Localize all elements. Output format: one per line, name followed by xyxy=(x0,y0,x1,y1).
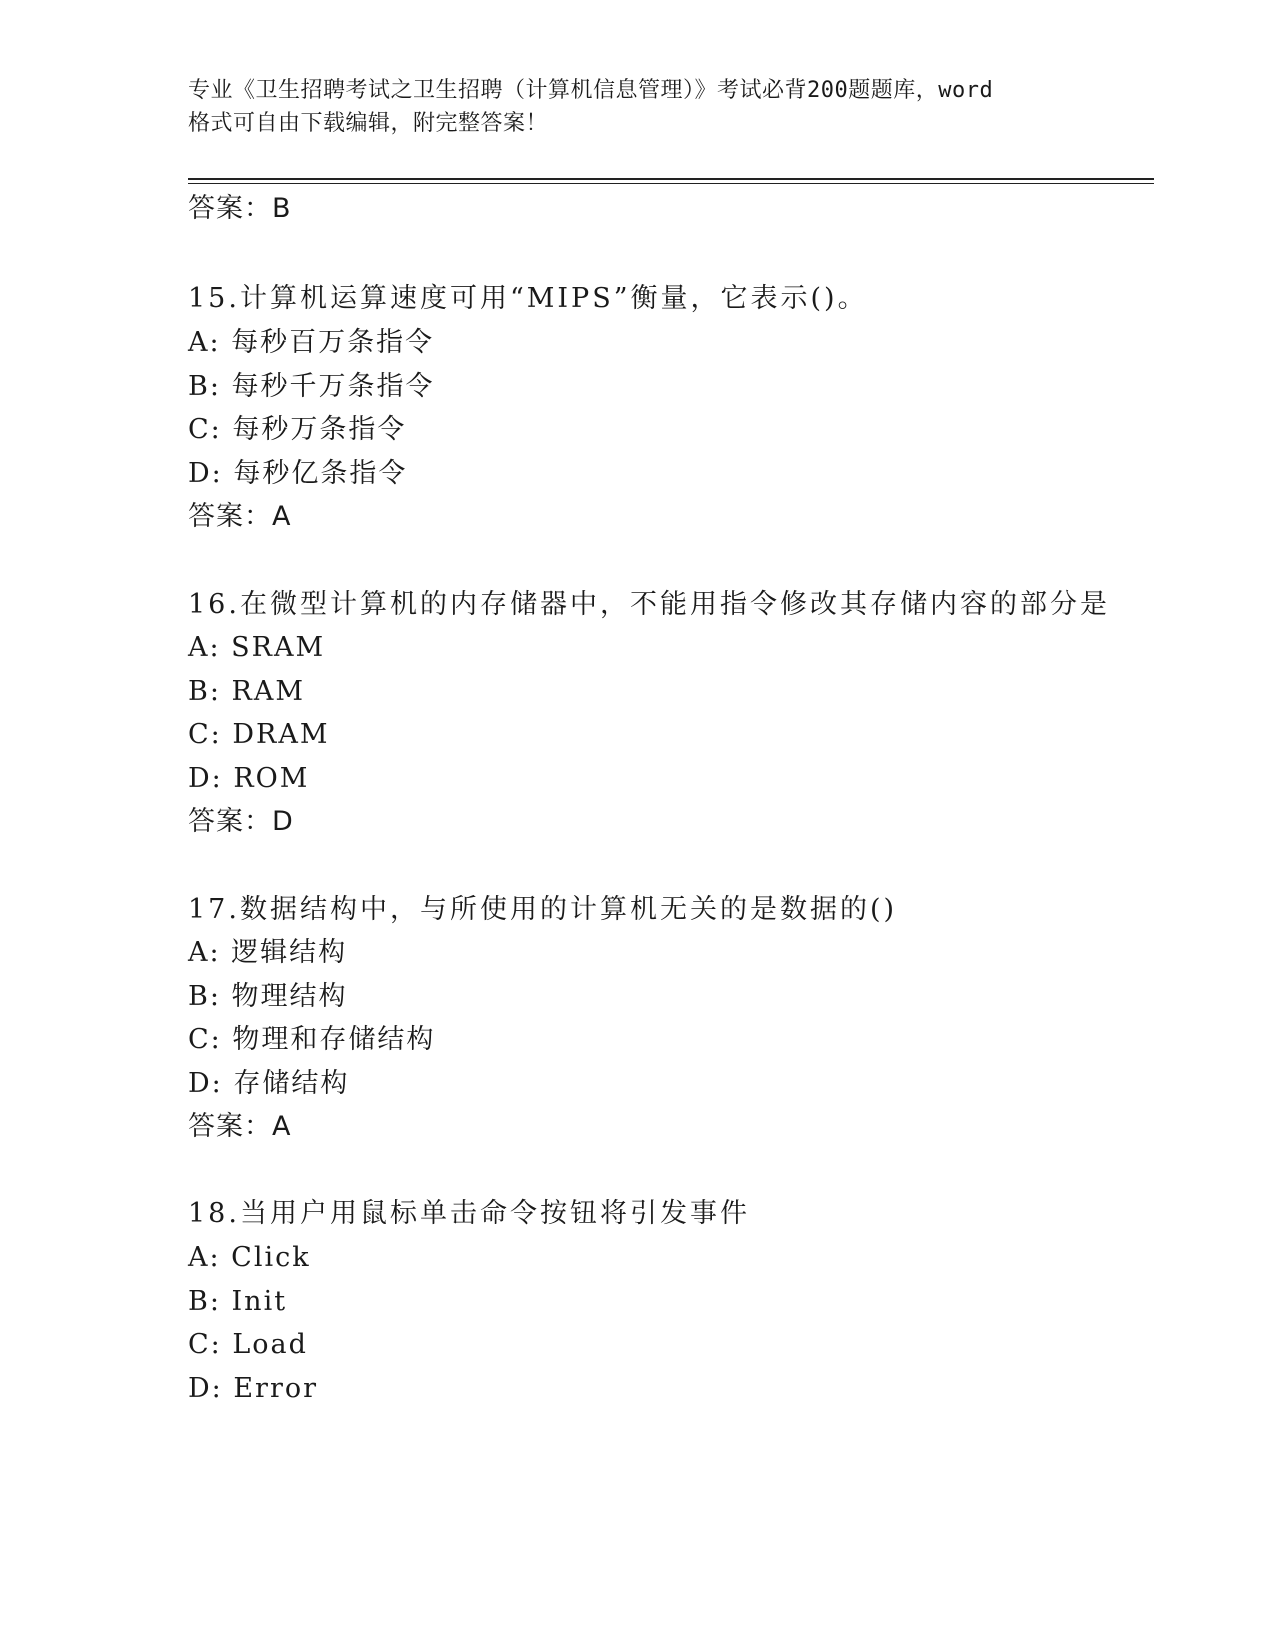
question-17-option-d: D: 存储结构 xyxy=(188,1068,350,1099)
question-17-option-c: C: 物理和存储结构 xyxy=(188,1024,436,1055)
question-18-option-b: B: Init xyxy=(188,1286,288,1317)
header-divider-thin xyxy=(188,183,1154,184)
question-16-answer: 答案：D xyxy=(188,806,294,837)
question-16-option-a: A: SRAM xyxy=(188,632,326,663)
question-17: 17.数据结构中，与所使用的计算机无关的是数据的() xyxy=(188,894,898,925)
header-line-1: 专业《卫生招聘考试之卫生招聘（计算机信息管理）》考试必背200题题库，word xyxy=(188,78,994,103)
header-divider-thick xyxy=(188,178,1154,180)
question-15-option-a: A: 每秒百万条指令 xyxy=(188,327,435,358)
question-18: 18.当用户用鼠标单击命令按钮将引发事件 xyxy=(188,1198,750,1229)
question-16: 16.在微型计算机的内存储器中，不能用指令修改其存储内容的部分是 xyxy=(188,589,1110,620)
previous-answer: 答案：B xyxy=(188,193,292,224)
question-18-option-c: C: Load xyxy=(188,1329,308,1360)
question-16-option-c: C: DRAM xyxy=(188,719,330,750)
question-15-option-d: D: 每秒亿条指令 xyxy=(188,458,408,489)
question-17-answer: 答案：A xyxy=(188,1111,292,1142)
question-17-option-a: A: 逻辑结构 xyxy=(188,937,348,968)
question-16-option-b: B: RAM xyxy=(188,676,305,707)
question-15-answer: 答案：A xyxy=(188,501,292,532)
question-18-option-d: D: Error xyxy=(188,1373,319,1404)
header-line-2: 格式可自由下载编辑，附完整答案！ xyxy=(188,111,549,136)
document-header xyxy=(188,74,1088,140)
question-15: 15.计算机运算速度可用“MIPS”衡量，它表示()。 xyxy=(188,283,868,314)
question-17-option-b: B: 物理结构 xyxy=(188,981,348,1012)
question-18-option-a: A: Click xyxy=(188,1242,311,1273)
question-15-option-b: B: 每秒千万条指令 xyxy=(188,371,435,402)
question-15-option-c: C: 每秒万条指令 xyxy=(188,414,407,445)
question-16-option-d: D: ROM xyxy=(188,763,310,794)
